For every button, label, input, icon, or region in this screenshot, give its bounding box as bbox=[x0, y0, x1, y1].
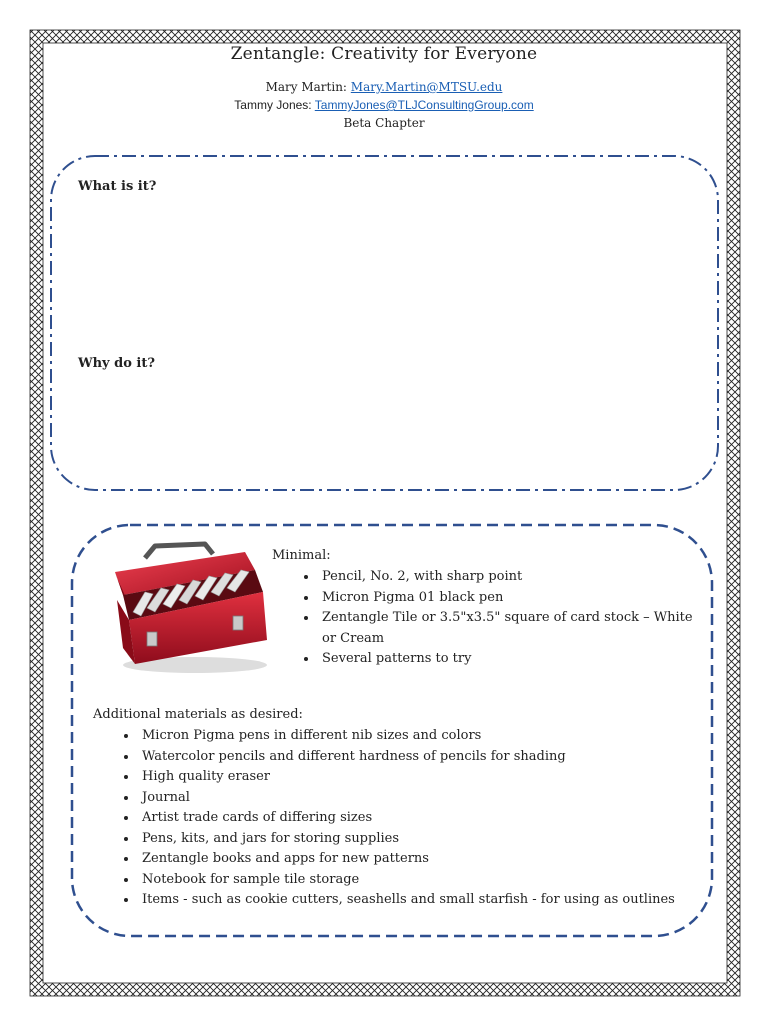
list-item: • Items - such as cookie cutters, seashells and small starfish - for using as outlines bbox=[138, 890, 718, 911]
list-item: • Artist trade cards of differing sizes bbox=[138, 808, 718, 829]
minimal-label: Minimal: bbox=[272, 548, 331, 563]
what-why-box bbox=[51, 156, 718, 490]
author-line-tammy bbox=[0, 98, 768, 112]
author2-label: Tammy Jones: bbox=[234, 98, 315, 112]
list-item: • Notebook for sample tile storage bbox=[138, 870, 718, 891]
additional-list bbox=[120, 726, 718, 911]
list-item: • Zentangle Tile or 3.5"x3.5" square of card stock – White or Cream bbox=[318, 608, 708, 649]
author1-label: Mary Martin: bbox=[265, 80, 351, 94]
minimal-list bbox=[300, 567, 708, 670]
chapter-name: Beta Chapter bbox=[343, 116, 425, 130]
list-item: • Pencil, No. 2, with sharp point bbox=[318, 567, 708, 588]
what-heading: What is it? bbox=[78, 179, 157, 194]
author2-email-link[interactable]: TammyJones@TLJConsultingGroup.com bbox=[314, 98, 534, 112]
author1-email-link[interactable]: Mary.Martin@MTSU.edu bbox=[350, 80, 503, 94]
toolbox-image bbox=[105, 540, 275, 675]
list-item: • Micron Pigma pens in different nib sizes and colors bbox=[138, 726, 718, 747]
list-item: • Several patterns to try bbox=[318, 649, 708, 670]
page-title: Zentangle: Creativity for Everyone bbox=[230, 44, 538, 64]
list-item: • Micron Pigma 01 black pen bbox=[318, 588, 708, 609]
list-item: • Pens, kits, and jars for storing supplies bbox=[138, 829, 718, 850]
additional-label: Additional materials as desired: bbox=[93, 707, 303, 722]
author-line-mary bbox=[0, 80, 768, 94]
why-heading: Why do it? bbox=[78, 356, 155, 371]
list-item: • Zentangle books and apps for new patterns bbox=[138, 849, 718, 870]
list-item: • High quality eraser bbox=[138, 767, 718, 788]
list-item: • Journal bbox=[138, 788, 718, 809]
list-item: • Watercolor pencils and different hardness of pencils for shading bbox=[138, 747, 718, 768]
